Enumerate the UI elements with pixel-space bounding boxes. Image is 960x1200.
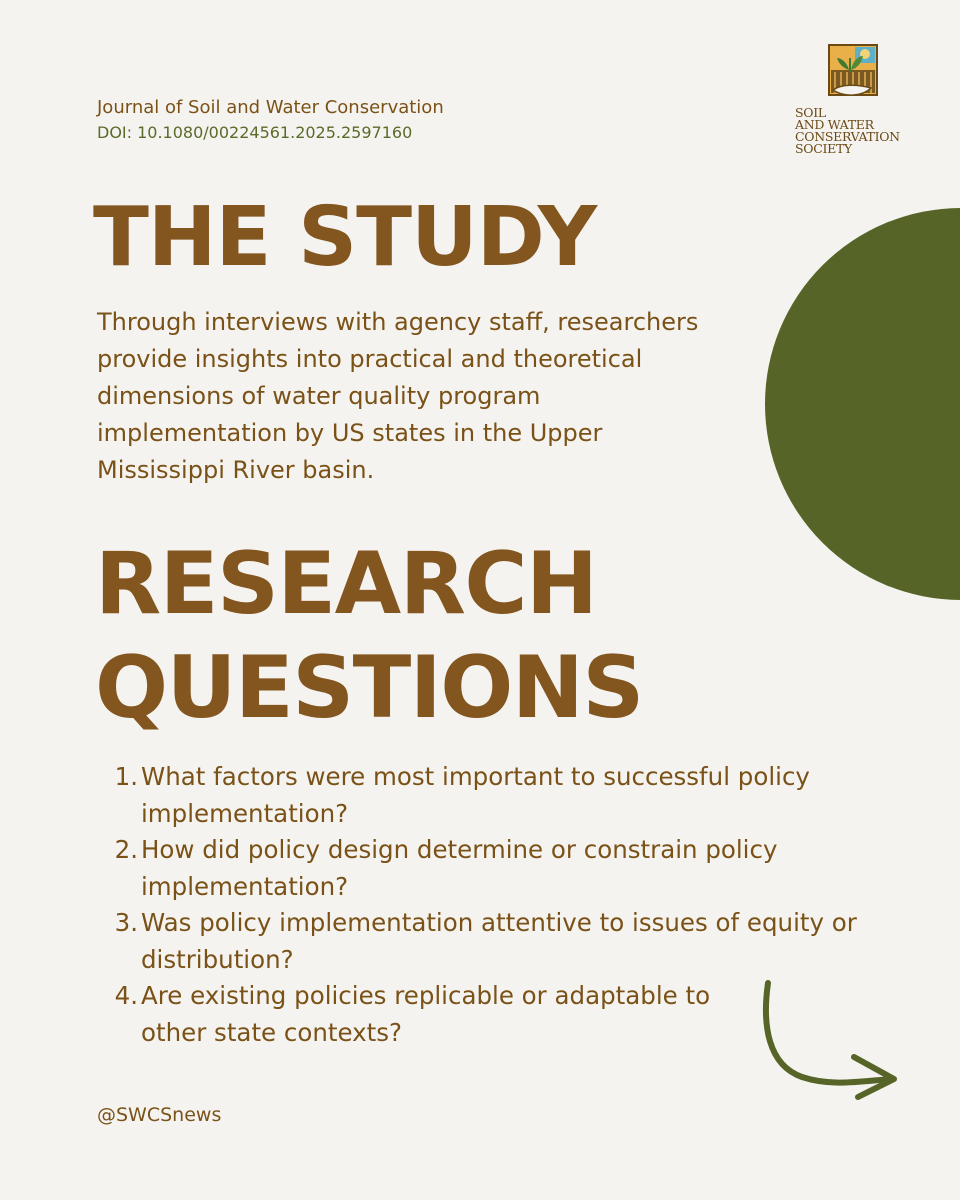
journal-title: Journal of Soil and Water Conservation <box>97 97 444 118</box>
logo-wordmark <box>795 107 900 155</box>
list-number: 1. <box>114 762 138 791</box>
logo-line: AND WATER <box>795 117 874 132</box>
social-handle[interactable]: @SWCSnews <box>97 1104 222 1126</box>
question-text: Are existing policies replicable or adaptable to other state contexts? <box>141 981 711 1047</box>
research-heading <box>95 532 643 740</box>
list-number: 2. <box>114 835 138 864</box>
doi-link[interactable]: DOI: 10.1080/00224561.2025.2597160 <box>97 123 413 142</box>
list-number: 4. <box>114 981 138 1010</box>
study-body: Through interviews with agency staff, researchers provide insights into practical and theoretical dimensions of water quality program implementation by US states in the Upper Mississippi River basin. <box>97 308 699 484</box>
question-text: How did policy design determine or constrain policy implementation? <box>141 835 778 901</box>
logo-line: CONSERVATION <box>795 129 900 144</box>
list-number: 3. <box>114 908 138 937</box>
swcs-logo <box>793 44 913 154</box>
research-heading-line2: QUESTIONS <box>95 638 643 738</box>
question-text: Was policy implementation attentive to issues of equity or distribution? <box>141 908 857 974</box>
study-heading: THE STUDY <box>93 190 597 285</box>
list-item <box>108 905 898 978</box>
list-item <box>108 832 898 905</box>
logo-line: SOIL <box>795 105 826 120</box>
research-heading-line1: RESEARCH <box>95 534 597 634</box>
curved-arrow-icon <box>752 975 912 1105</box>
question-text: What factors were most important to successful policy implementation? <box>141 762 810 828</box>
logo-line: SOCIETY <box>795 141 852 156</box>
green-circle-shape <box>765 208 960 600</box>
swcs-logo-icon <box>827 44 879 106</box>
list-item <box>108 759 898 832</box>
